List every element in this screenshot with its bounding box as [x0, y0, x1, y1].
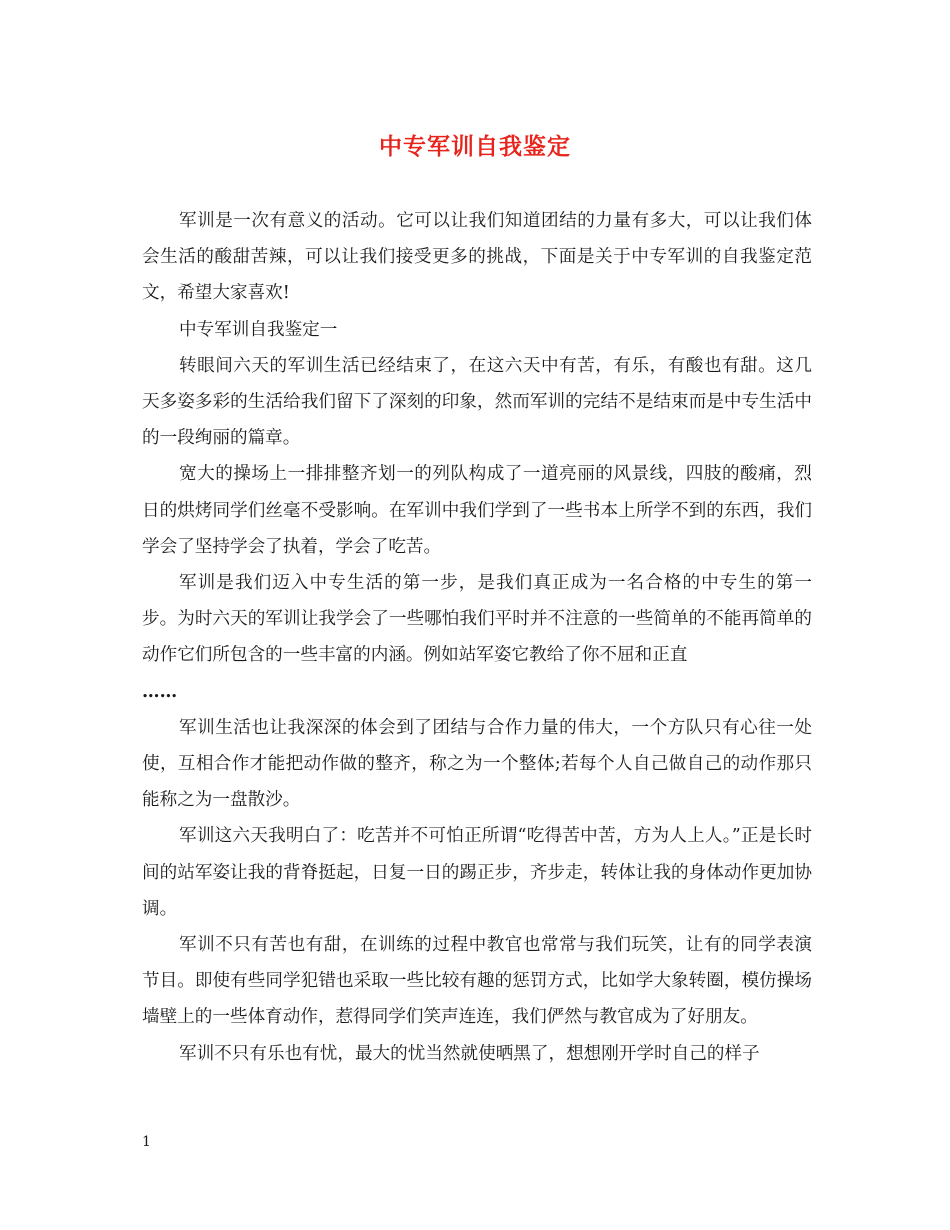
intro-paragraph: 军训是一次有意义的活动。它可以让我们知道团结的力量有多大，可以让我们体会生活的酸甜苦辣，可以让我们接受更多的挑战，下面是关于中专军训的自我鉴定范文，希望大家喜欢!: [142, 211, 812, 304]
page-number: 1: [142, 1134, 151, 1150]
body-paragraph: 军训这六天我明白了：吃苦并不可怕正所谓“吃得苦中苦，方为人上人。”正是长时间的站军姿让我的背脊挺起，日复一日的踢正步，齐步走，转体让我的身体动作更加协调。: [142, 826, 812, 919]
body-paragraph: 转眼间六天的军训生活已经结束了，在这六天中有苦，有乐，有酸也有甜。这几天多姿多彩的生活给我们留下了深刻的印象，然而军训的完结不是结束而是中专生活中的一段绚丽的篇章。: [142, 355, 812, 449]
document-title: 中专军训自我鉴定: [379, 133, 571, 160]
body-paragraph: 军训不只有乐也有忧，最大的忧当然就使晒黑了，想想刚开学时自己的样子: [179, 1043, 760, 1064]
ellipsis-line: ……: [142, 680, 178, 702]
document-body: [142, 203, 812, 1072]
body-paragraph: 军训生活也让我深深的体会到了团结与合作力量的伟大，一个方队只有心往一处使，互相合作才能把动作做的整齐，称之为一个整体;若每个人自己做自己的动作那只能称之为一盘散沙。: [142, 717, 812, 811]
body-paragraph: 军训是我们迈入中专生活的第一步，是我们真正成为一名合格的中专生的第一步。为时六天的军训让我学会了一些哪怕我们平时并不注意的一些简单的不能再简单的动作它们所包含的一些丰富的内涵。例如站军姿它教给了你不屈和正直: [142, 573, 812, 666]
body-paragraph: 军训不只有苦也有甜，在训练的过程中教官也常常与我们玩笑，让有的同学表演节目。即使有些同学犯错也采取一些比较有趣的惩罚方式，比如学大象转圈，模仿操场墙壁上的一些体育动作，惹得同学们笑声连连，我们俨然与教官成为了好朋友。: [142, 935, 812, 1028]
section-heading: 中专军训自我鉴定一: [179, 319, 338, 340]
body-paragraph: 宽大的操场上一排排整齐划一的列队构成了一道亮丽的风景线，四肢的酸痛，烈日的烘烤同学们丝毫不受影响。在军训中我们学到了一些书本上所学不到的东西，我们学会了坚持学会了执着，学会了吃苦。: [142, 464, 812, 557]
